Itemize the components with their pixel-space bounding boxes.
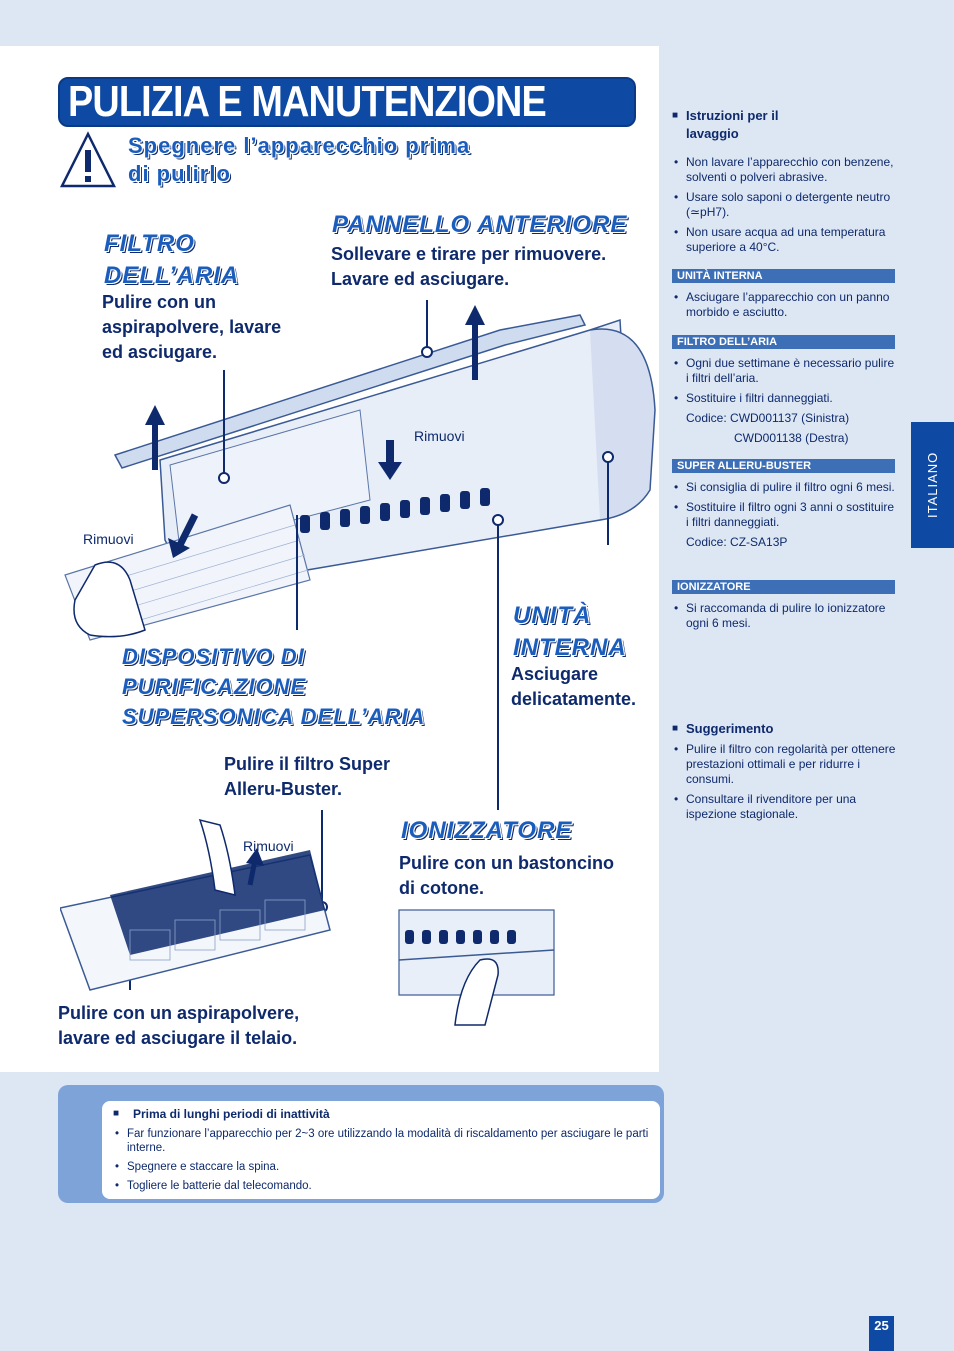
list-item: • Sostituire i filtri danneggiati.: [672, 391, 897, 406]
rimuovi-label-1: Rimuovi: [414, 428, 465, 444]
filtro-text-line-3: ed asciugare.: [102, 342, 218, 362]
square-bullet-icon: ■: [672, 723, 679, 734]
warning-icon: [58, 130, 118, 190]
dispositivo-heading: [122, 642, 425, 732]
list-item: • Asciugare l’apparecchio con un panno morbido e asciutto.: [672, 290, 897, 320]
filtro-heading: [104, 228, 239, 292]
filtro-heading-line-2: DELL’ARIA: [104, 262, 240, 289]
unita-heading-line-2: INTERNA: [513, 634, 627, 661]
dispositivo-heading-line-1: DISPOSITIVO DI: [122, 644, 305, 669]
unita-text-line-2: delicatamente.: [511, 689, 637, 709]
filtro-text-line-1: Pulire con un: [102, 292, 217, 312]
rimuovi-label-3: Rimuovi: [243, 838, 294, 854]
istruzioni-title: [672, 107, 897, 143]
note-list: [113, 1127, 653, 1193]
list-item: • Sostituire il filtro ogni 3 anni o sostituire i filtri danneggiati.: [672, 500, 897, 530]
list-item: • Si raccomanda di pulire lo ionizzatore ogni 6 mesi.: [672, 601, 897, 631]
square-bullet-icon: ■: [113, 1108, 120, 1119]
pannello-text-line-1: Sollevare e tirare per rimuovere.: [331, 244, 607, 264]
list-item: • Ogni due settimane è necessario pulire i filtri dell’aria.: [672, 356, 897, 386]
suggerimento-list: [672, 742, 897, 822]
square-bullet-icon: ■: [672, 110, 679, 121]
telaio-text-line-2: lavare ed asciugare il telaio.: [58, 1028, 298, 1048]
note-title: [113, 1107, 653, 1121]
rimuovi-label-2: Rimuovi: [83, 531, 134, 547]
filtro-text-line-2: aspirapolvere, lavare: [102, 317, 282, 337]
filtro-aria-list: [672, 356, 897, 406]
list-item: • Consultare il rivenditore per una ispezione stagionale.: [672, 792, 897, 822]
istruzioni-title-line-1: Istruzioni per il: [686, 108, 779, 123]
telaio-text: [58, 1001, 299, 1051]
warning-line-1: Spegnere l’apparecchio prima: [128, 133, 471, 158]
unita-heading: [513, 600, 627, 664]
super-alleru-section: [672, 459, 897, 550]
ionizzatore-text-line-1: Pulire con un bastoncino: [399, 853, 615, 873]
unita-heading-line-1: UNITÀ: [513, 602, 592, 629]
list-item: • Non usare acqua ad una temperatura superiore a 40°C.: [672, 225, 897, 255]
filtro-text: [102, 290, 281, 365]
telaio-text-line-1: Pulire con un aspirapolvere,: [58, 1003, 300, 1023]
unita-text: [511, 662, 636, 712]
page-number: [869, 1316, 894, 1351]
pannello-text: [331, 242, 606, 292]
ionizzatore-heading: IONIZZATORE: [401, 817, 573, 844]
filtro-codice-1: Codice: CWD001137 (Sinistra): [686, 411, 850, 425]
super-alleru-codice: Codice: CZ-SA13P: [686, 535, 788, 549]
istruzioni-list: [672, 155, 897, 255]
dispositivo-heading-line-2: PURIFICAZIONE: [122, 674, 307, 699]
unita-text-line-1: Asciugare: [511, 664, 599, 684]
super-alleru-header: SUPER ALLERU-BUSTER: [672, 459, 895, 473]
filtro-aria-section: [672, 335, 897, 446]
filtro-heading-line-1: FILTRO: [104, 230, 195, 257]
unita-interna-header: UNITÀ INTERNA: [672, 269, 895, 283]
filtro-aria-header: FILTRO DELL’ARIA: [672, 335, 895, 349]
superalleru-text-line-1: Pulire il filtro Super: [224, 754, 391, 774]
note-title-text: Prima di lunghi periodi di inattività: [133, 1107, 330, 1121]
suggerimento-title-text: Suggerimento: [686, 721, 774, 736]
list-item: • Togliere le batterie dal telecomando.: [113, 1179, 653, 1193]
unita-interna-list: [672, 290, 897, 320]
list-item: • Pulire il filtro con regolarità per ottenere prestazioni ottimali e per ridurre i consumi.: [672, 742, 897, 787]
superalleru-text: [224, 752, 390, 802]
ionizzatore-section: [672, 580, 897, 636]
ionizzatore-text-line-2: di cotone.: [399, 878, 484, 898]
list-item: • Usare solo saponi o detergente neutro (≃pH7).: [672, 190, 897, 220]
ionizzatore-header: IONIZZATORE: [672, 580, 895, 594]
ionizzatore-list: [672, 601, 897, 631]
dispositivo-heading-line-3: SUPERSONICA DELL’ARIA: [122, 704, 426, 729]
istruzioni-title-line-2: lavaggio: [686, 126, 739, 141]
istruzioni-section: [672, 107, 897, 260]
page-title: PULIZIA E MANUTENZIONE: [68, 77, 546, 126]
super-alleru-list: [672, 480, 897, 530]
list-item: • Far funzionare l’apparecchio per 2~3 ore utilizzando la modalità di riscaldamento per asciugare le parti interne.: [113, 1127, 653, 1155]
filtro-codice-2: CWD001138 (Destra): [734, 431, 849, 445]
warning-line-2: di pulirlo: [128, 161, 231, 186]
unita-interna-section: [672, 269, 897, 325]
superalleru-text-line-2: Alleru-Buster.: [224, 779, 343, 799]
list-item: • Spegnere e staccare la spina.: [113, 1160, 653, 1174]
language-tab-label: ITALIANO: [925, 451, 940, 519]
suggerimento-section: [672, 721, 897, 827]
list-item: • Si consiglia di pulire il filtro ogni 6 mesi.: [672, 480, 897, 495]
suggerimento-title: [672, 721, 897, 736]
page-number-text: 25: [874, 1318, 889, 1333]
warning-heading: [128, 132, 470, 188]
pannello-text-line-2: Lavare ed asciugare.: [331, 269, 510, 289]
pannello-heading: PANNELLO ANTERIORE: [332, 211, 628, 238]
list-item: • Non lavare l’apparecchio con benzene, solventi o polveri abrasive.: [672, 155, 897, 185]
note-content: [113, 1107, 653, 1198]
ionizzatore-text: [399, 851, 614, 901]
